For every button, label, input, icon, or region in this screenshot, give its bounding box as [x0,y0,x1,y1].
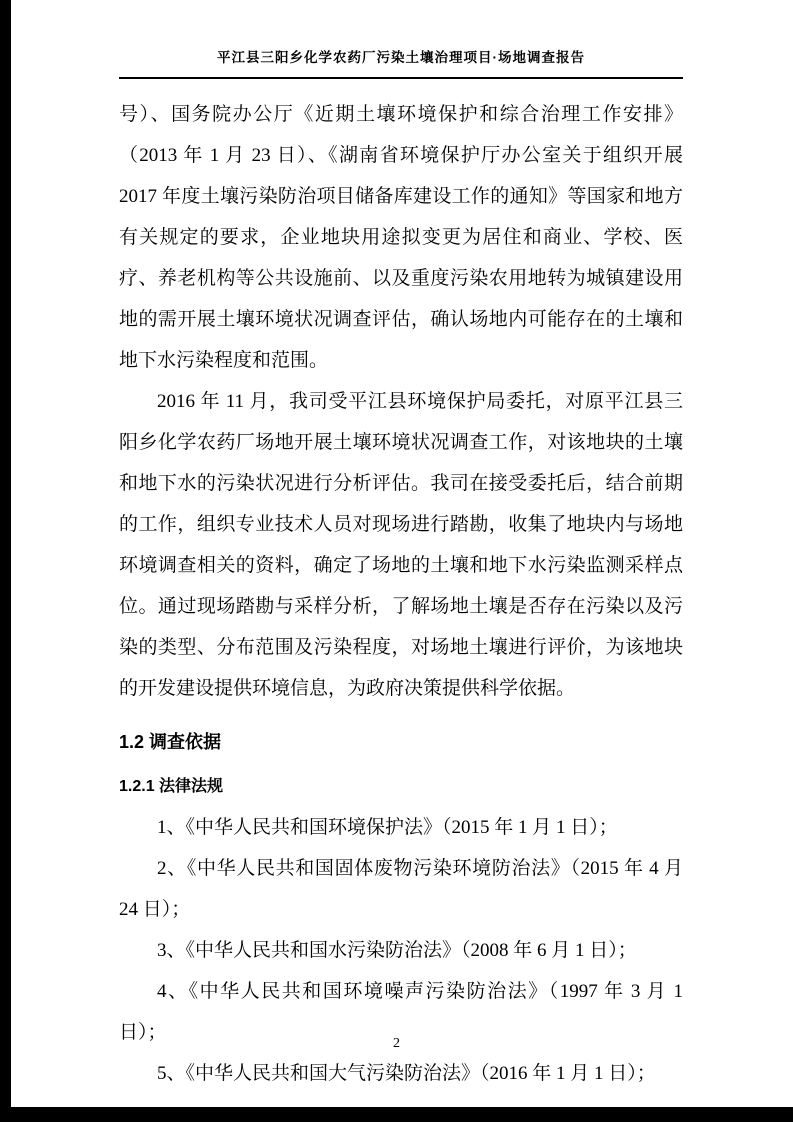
list-item-law-1: 1、《中华人民共和国环境保护法》（2015 年 1 月 1 日）； [157,817,618,838]
paragraph-continuation: 号）、国务院办公厅《近期土壤环境保护和综合治理工作安排》（2013 年 1 月 23 日）、《湖南省环境保护厅办公室关于组织开展 2017 年度土壤污染防治项目储备库建设工作的通知》等国家和地方有关规定的要求，企业地块用途拟变更为居住和商业、学校、医疗、养老机构等公共设施前、以及重度污染农用地转为城镇建设用地的需开展土壤环境状况调查评估，确认场地内可能存在的土壤和地下水污染程度和范围。 [119,104,683,371]
header-divider [119,77,683,79]
scan-edge-left [0,0,11,1122]
paragraph-commission: 2016 年 11 月，我司受平江县环境保护局委托，对原平江县三阳乡化学农药厂场地开展土壤环境状况调查工作，对该地块的土壤和地下水的污染状况进行分析评估。我司在接受委托后，结合前期的工作，组织专业技术人员对现场进行踏勘，收集了地块内与场地环境调查相关的资料，确定了场地的土壤和地下水污染监测采样点位。通过现场踏勘与采样分析，了解场地土壤是否存在污染以及污染的类型、分布范围及污染程度，对场地土壤进行评价，为该地块的开发建设提供环境信息，为政府决策提供科学依据。 [119,391,683,699]
list-item-law-3: 3、《中华人民共和国水污染防治法》（2008 年 6 月 1 日）； [157,940,637,961]
list-item-law-5: 5、《中华人民共和国大气污染防治法》（2016 年 1 月 1 日）； [157,1063,656,1084]
list-item-law-4: 4、《中华人民共和国环境噪声污染防治法》（1997 年 3 月 1 日）； [119,981,683,1043]
subsection-heading-1-2-1: 1.2.1 法律法规 [119,778,224,795]
document-header-title: 平江县三阳乡化学农药厂污染土壤治理项目·场地调查报告 [217,50,585,65]
list-item-law-2: 2、《中华人民共和国固体废物污染环境防治法》（2015 年 4 月 24 日）； [119,858,683,920]
page-content [119,48,683,1094]
scan-edge-bottom [0,1107,793,1122]
page-number: 2 [393,1036,400,1051]
section-heading-1-2: 1.2 调查依据 [119,732,222,752]
